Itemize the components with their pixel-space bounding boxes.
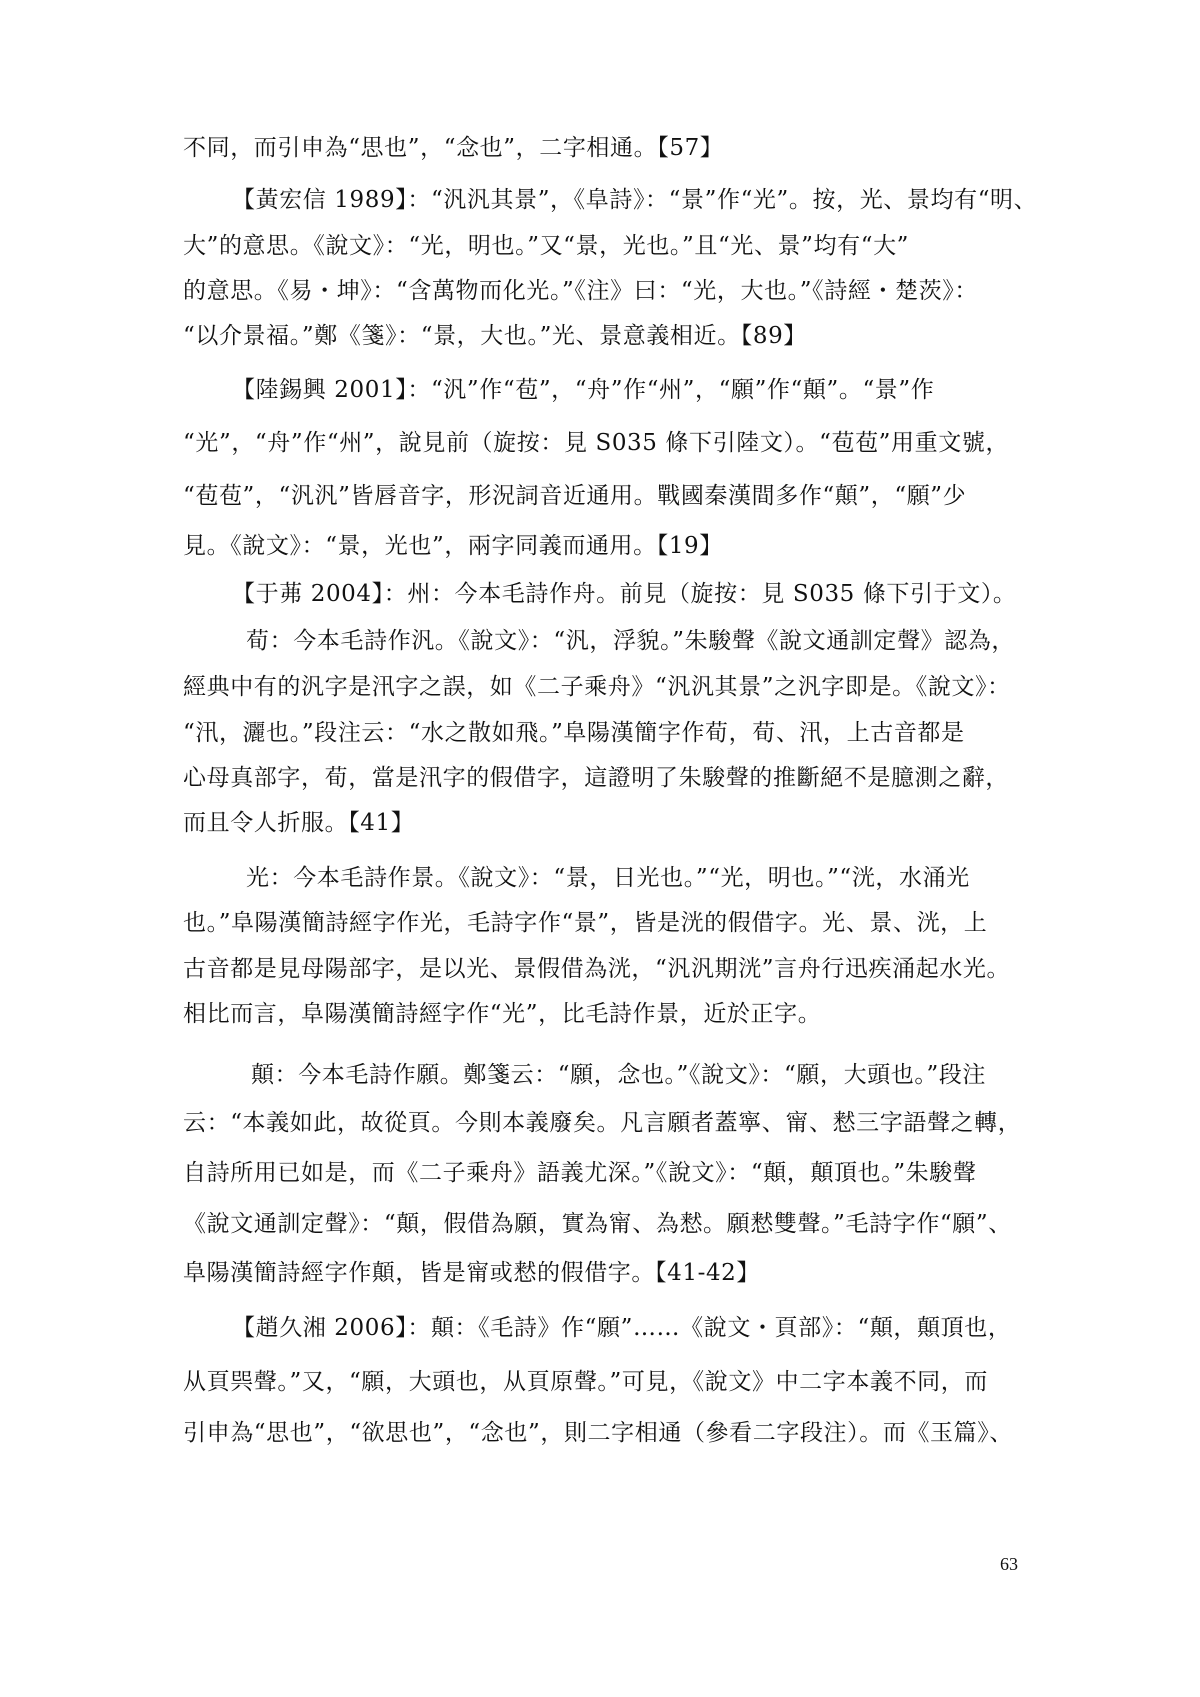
text-line: 經典中有的汎字是汛字之誤，如《二子乘舟》“汎汎其景”之汎字即是。《說文》： bbox=[183, 674, 1011, 700]
text-line: 不同，而引申為“思也”，“念也”，二字相通。【57】 bbox=[183, 135, 724, 161]
text-line: 【趙久湘 2006】：顛：《毛詩》作“願”……《說文・頁部》：“顛，顛頂也， bbox=[232, 1315, 1012, 1341]
text-line: “以介景福。”鄭《箋》：“景，大也。”光、景意義相近。【89】 bbox=[183, 323, 807, 349]
text-line: 云：“本義如此，故從頁。今則本義廢矣。凡言願者蓋寧、甯、慭三字語聲之轉， bbox=[183, 1110, 1022, 1136]
text-line: 【陸錫興 2001】：“汎”作“苞”，“舟”作“州”，“願”作“顛”。“景”作 bbox=[232, 377, 935, 403]
text-line: 的意思。《易・坤》：“含萬物而化光。”《注》曰：“光，大也。”《詩經・楚茨》： bbox=[183, 278, 978, 304]
text-line: 引申為“思也”，“欲思也”，“念也”，則二字相通（參看二字段注）。而《玉篇》、 bbox=[183, 1420, 1013, 1446]
text-line: 自詩所用已如是，而《二子乘舟》語義尤深。”《說文》：“顛，顛頂也。”朱駿聲 bbox=[183, 1160, 977, 1186]
text-line: 从頁巺聲。”又，“願，大頭也，从頁原聲。”可見，《說文》中二字本義不同，而 bbox=[183, 1369, 988, 1395]
text-line: 心母真部字，荀，當是汛字的假借字，這證明了朱駿聲的推斷絕不是臆測之辭， bbox=[183, 765, 1009, 791]
text-line: 大”的意思。《說文》：“光，明也。”又“景，光也。”且“光、景”均有“大” bbox=[183, 233, 910, 259]
text-line: “苞苞”，“汎汎”皆唇音字，形況詞音近通用。戰國秦漢間多作“顛”，“願”少 bbox=[183, 483, 967, 509]
text-line: “汛，灑也。”段注云：“水之散如飛。”阜陽漢簡字作荀，荀、汛，上古音都是 bbox=[183, 720, 965, 746]
text-line: 也。”阜陽漢簡詩經字作光，毛詩字作“景”，皆是洸的假借字。光、景、洸，上 bbox=[183, 910, 988, 936]
page-number: 63 bbox=[1000, 1554, 1018, 1574]
text-line: 《說文通訓定聲》：“顛，假借為願，實為甯、為慭。願慭雙聲。”毛詩字作“願”、 bbox=[183, 1211, 1012, 1237]
text-line: 【黃宏信 1989】：“汎汎其景”，《阜詩》：“景”作“光”。按，光、景均有“明、 bbox=[232, 187, 1038, 213]
text-line: 相比而言，阜陽漢簡詩經字作“光”，比毛詩作景，近於正字。 bbox=[183, 1001, 822, 1027]
text-line: 阜陽漢簡詩經字作顛，皆是甯或慭的假借字。【41-42】 bbox=[183, 1260, 761, 1286]
text-line: 而且令人折服。【41】 bbox=[183, 810, 415, 836]
text-line: 古音都是見母陽部字，是以光、景假借為洸，“汎汎期洸”言舟行迅疾涌起水光。 bbox=[183, 956, 1011, 982]
text-line: 顛：今本毛詩作願。鄭箋云：“願，念也。”《說文》：“願，大頭也。”段注 bbox=[251, 1062, 987, 1088]
text-line: 荀：今本毛詩作汎。《說文》：“汎，浮貌。”朱駿聲《說文通訓定聲》認為， bbox=[246, 628, 1016, 654]
text-line: 光：今本毛詩作景。《說文》：“景，日光也。”“光，明也。”“洸，水涌光 bbox=[246, 865, 970, 891]
text-line: “光”，“舟”作“州”，說見前（旋按：見 S035 條下引陸文）。“苞苞”用重文號， bbox=[183, 430, 1010, 456]
text-line: 【于茀 2004】：州：今本毛詩作舟。前見（旋按：見 S035 條下引于文）。 bbox=[232, 581, 1017, 607]
text-line: 見。《說文》：“景，光也”，兩字同義而通用。【19】 bbox=[183, 533, 723, 559]
